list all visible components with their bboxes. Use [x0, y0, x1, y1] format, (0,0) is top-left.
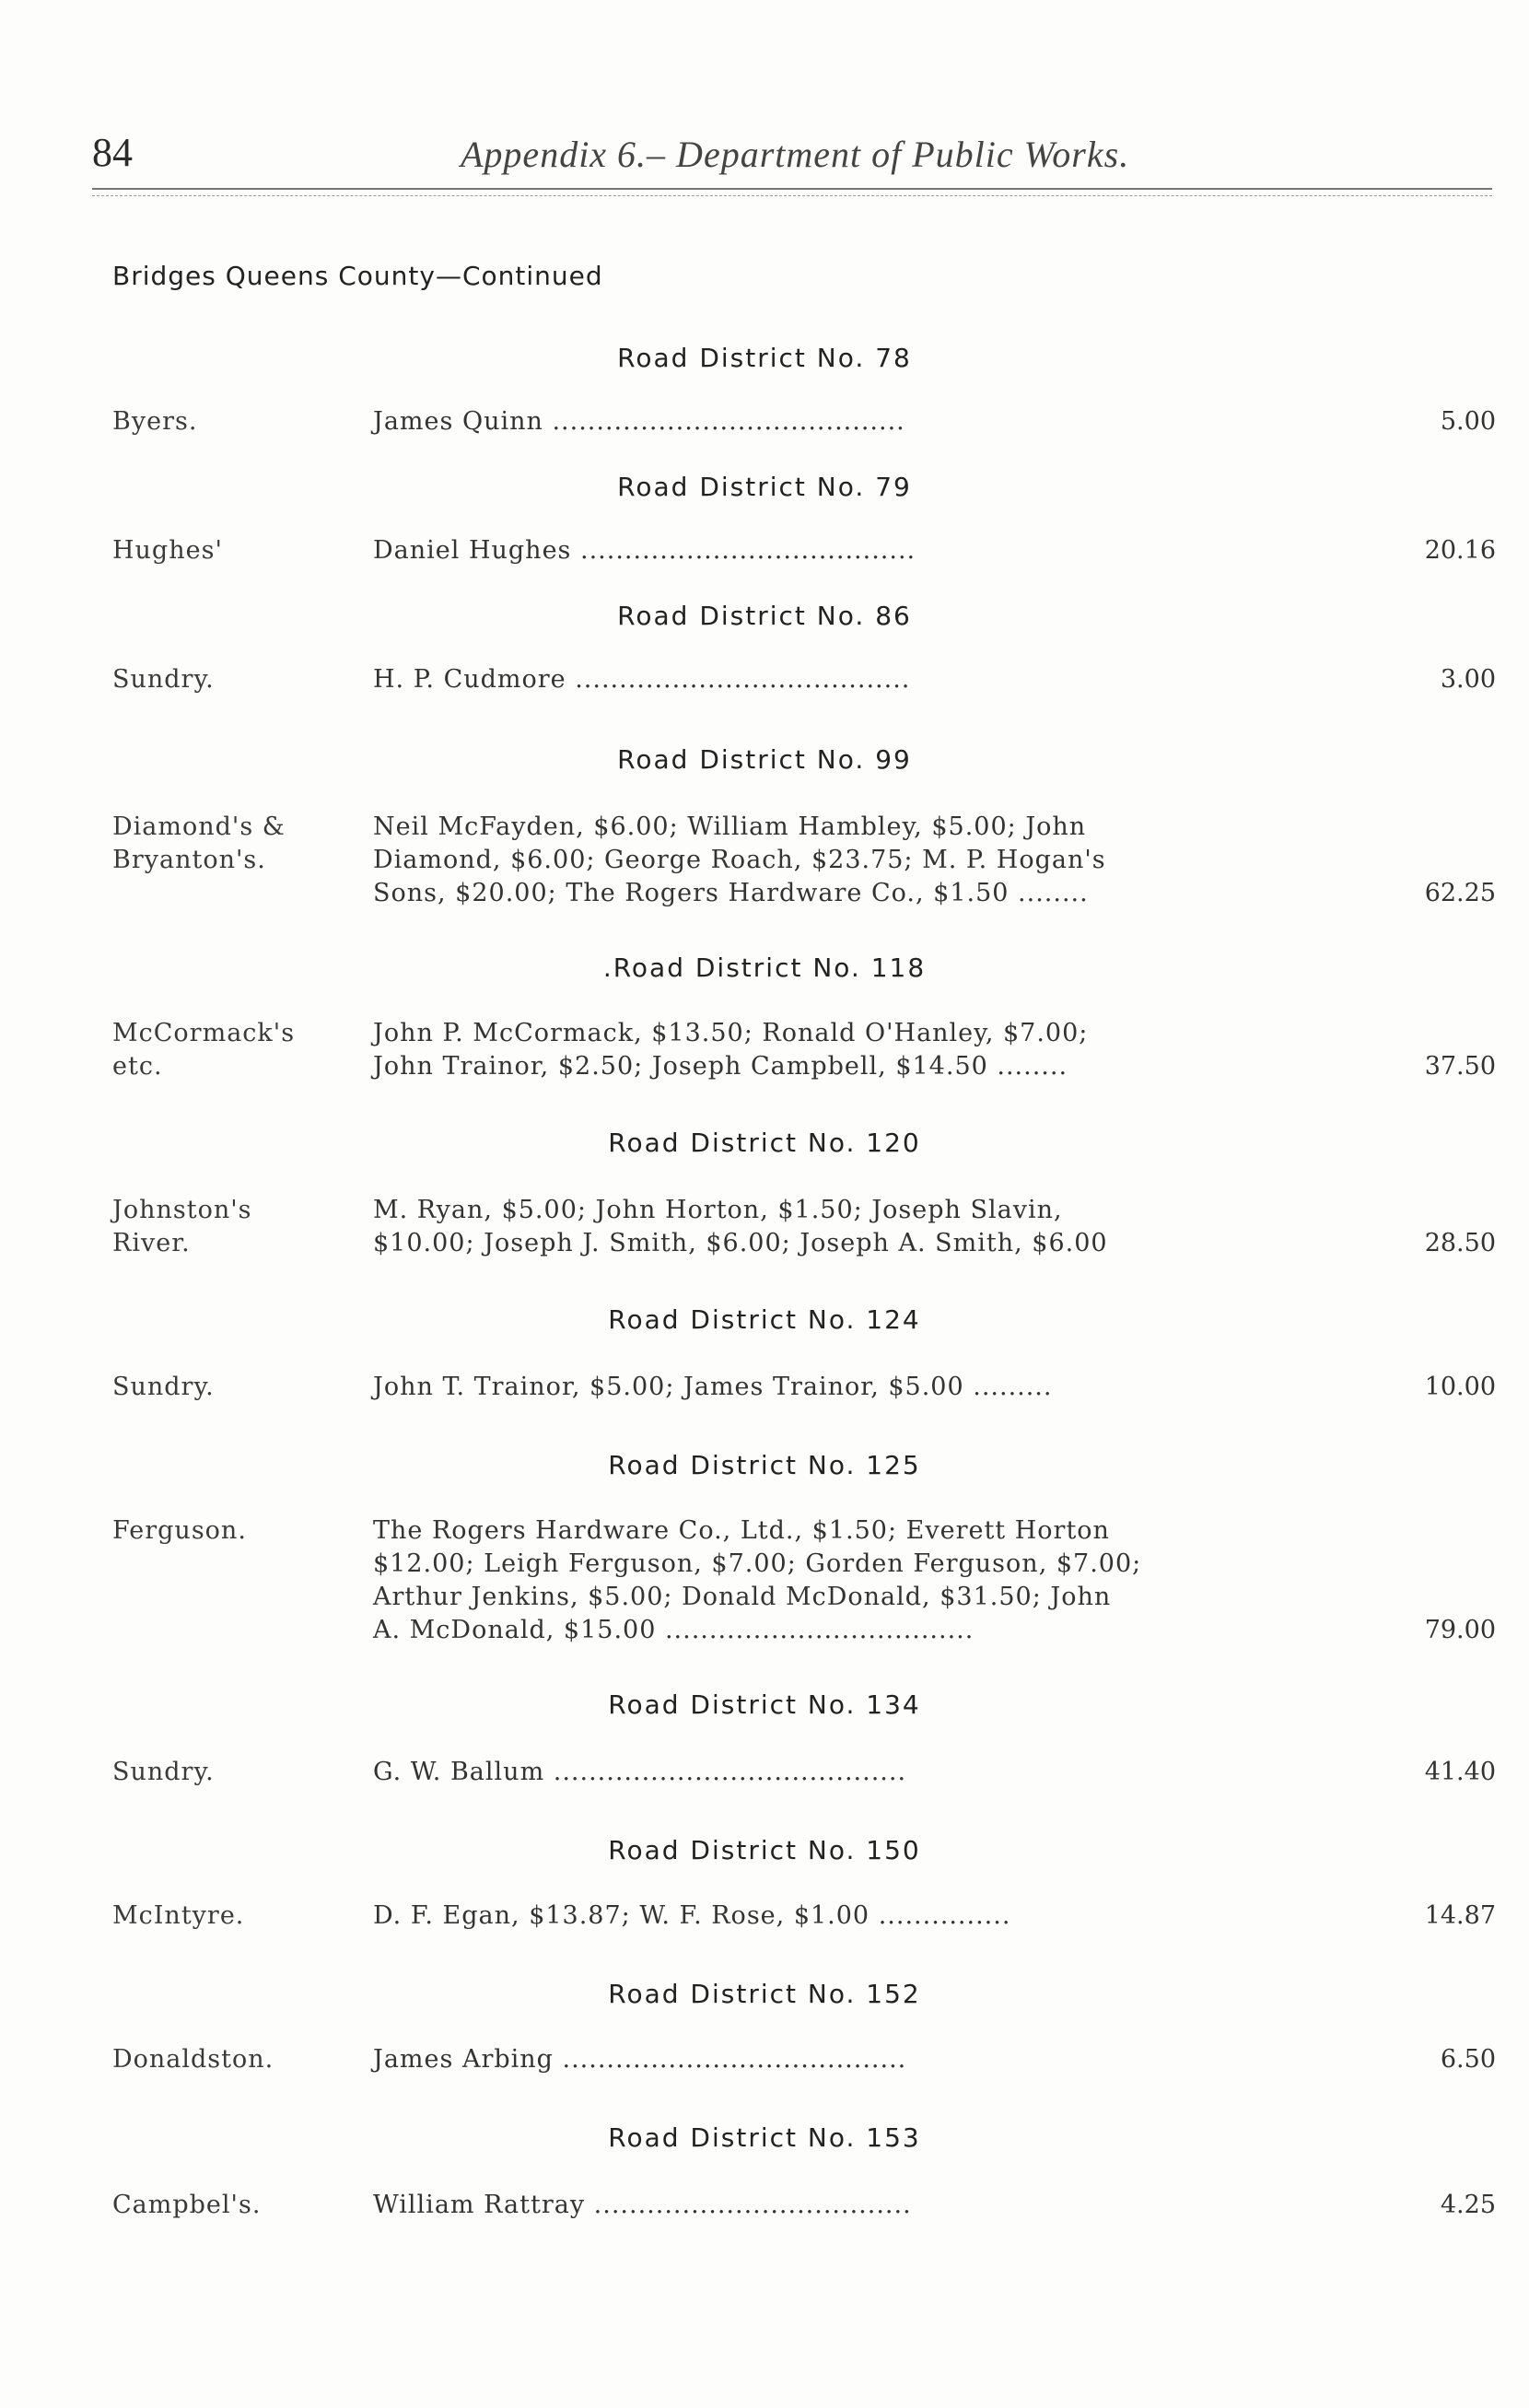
payee-description	[373, 1756, 1239, 1789]
amount: 28.50	[1424, 1229, 1496, 1257]
payee-description	[373, 2189, 1239, 2222]
header-rule-secondary	[92, 195, 1492, 196]
amount: 62.25	[1424, 879, 1496, 907]
description-line: Daniel Hughes ......................................	[373, 536, 916, 565]
amount: 4.25	[1440, 2191, 1496, 2219]
payee-description	[373, 1514, 1239, 1647]
amount: 6.50	[1440, 2045, 1496, 2074]
district-heading: Road District No. 153	[608, 2122, 921, 2153]
page-number: 84	[92, 130, 133, 175]
place-name: Hughes'	[112, 536, 223, 565]
district-heading: Road District No. 150	[608, 1835, 921, 1865]
place-name: Sundry.	[112, 1373, 215, 1401]
description-line: $12.00; Leigh Ferguson, $7.00; Gorden Ferguson, $7.00;	[373, 1549, 1142, 1578]
description-line: Sons, $20.00; The Rogers Hardware Co., $1.50 ........	[373, 879, 1089, 907]
description-line: G. W. Ballum ........................................	[373, 1758, 907, 1786]
description-line: John T. Trainor, $5.00; James Trainor, $5.00 .........	[373, 1373, 1053, 1401]
description-line: James Quinn ........................................	[373, 407, 905, 436]
amount: 14.87	[1424, 1901, 1496, 1930]
district-heading: Road District No. 79	[617, 472, 912, 502]
amount: 5.00	[1440, 407, 1496, 436]
place-name: Johnston's River.	[112, 1196, 252, 1257]
payee-description	[373, 405, 1239, 438]
running-head: Appendix 6.– Department of Public Works.	[461, 134, 1130, 175]
payee-description	[373, 1900, 1239, 1933]
district-heading: Road District No. 99	[617, 744, 912, 775]
payee-description	[373, 534, 1239, 567]
district-heading: Road District No. 120	[608, 1128, 921, 1158]
place-name: Ferguson.	[112, 1516, 247, 1545]
district-heading: Road District No. 125	[608, 1450, 921, 1480]
district-heading: Road District No. 124	[608, 1304, 921, 1335]
place-name: McIntyre.	[112, 1901, 245, 1930]
district-heading: Road District No. 78	[617, 343, 912, 373]
page-header	[92, 129, 1492, 193]
section-title: Bridges Queens County—Continued	[112, 261, 603, 291]
place-name: Byers.	[112, 407, 198, 436]
payee-description	[373, 663, 1239, 696]
place-name: Diamond's & Bryanton's.	[112, 812, 286, 874]
description-line: Diamond, $6.00; George Roach, $23.75; M. P. Hogan's	[373, 846, 1106, 874]
description-line: A. McDonald, $15.00 ...................................	[373, 1616, 975, 1644]
payee-description	[373, 811, 1239, 910]
amount: 10.00	[1424, 1373, 1496, 1401]
payee-description	[373, 2043, 1239, 2076]
description-line: M. Ryan, $5.00; John Horton, $1.50; Joseph Slavin,	[373, 1196, 1063, 1224]
amount: 20.16	[1424, 536, 1496, 565]
district-heading: Road District No. 152	[608, 1979, 921, 2009]
description-line: John P. McCormack, $13.50; Ronald O'Hanley, $7.00;	[373, 1019, 1089, 1047]
place-name: Sundry.	[112, 665, 215, 694]
amount: 3.00	[1440, 665, 1496, 694]
description-line: Neil McFayden, $6.00; William Hambley, $5.00; John	[373, 812, 1087, 841]
place-name: Donaldston.	[112, 2045, 274, 2074]
district-heading: .Road District No. 118	[602, 953, 927, 983]
description-line: $10.00; Joseph J. Smith, $6.00; Joseph A. Smith, $6.00	[373, 1229, 1108, 1257]
description-line: D. F. Egan, $13.87; W. F. Rose, $1.00 ...............	[373, 1901, 1011, 1930]
description-line: John Trainor, $2.50; Joseph Campbell, $14.50 ........	[373, 1052, 1068, 1081]
description-line: H. P. Cudmore ......................................	[373, 665, 911, 694]
district-heading: Road District No. 134	[608, 1689, 921, 1720]
place-name: McCormack's etc.	[112, 1019, 296, 1081]
place-name: Campbel's.	[112, 2191, 262, 2219]
header-rule	[92, 188, 1492, 190]
payee-description	[373, 1194, 1239, 1260]
amount: 41.40	[1424, 1758, 1496, 1786]
description-line: Arthur Jenkins, $5.00; Donald McDonald, $31.50; John	[373, 1583, 1112, 1611]
place-name: Sundry.	[112, 1758, 215, 1786]
amount: 37.50	[1424, 1052, 1496, 1081]
amount: 79.00	[1424, 1616, 1496, 1644]
description-line: William Rattray ....................................	[373, 2191, 912, 2219]
payee-description	[373, 1017, 1239, 1083]
description-line: James Arbing .......................................	[373, 2045, 907, 2074]
payee-description	[373, 1371, 1239, 1404]
district-heading: Road District No. 86	[617, 601, 912, 631]
description-line: The Rogers Hardware Co., Ltd., $1.50; Everett Horton	[373, 1516, 1110, 1545]
